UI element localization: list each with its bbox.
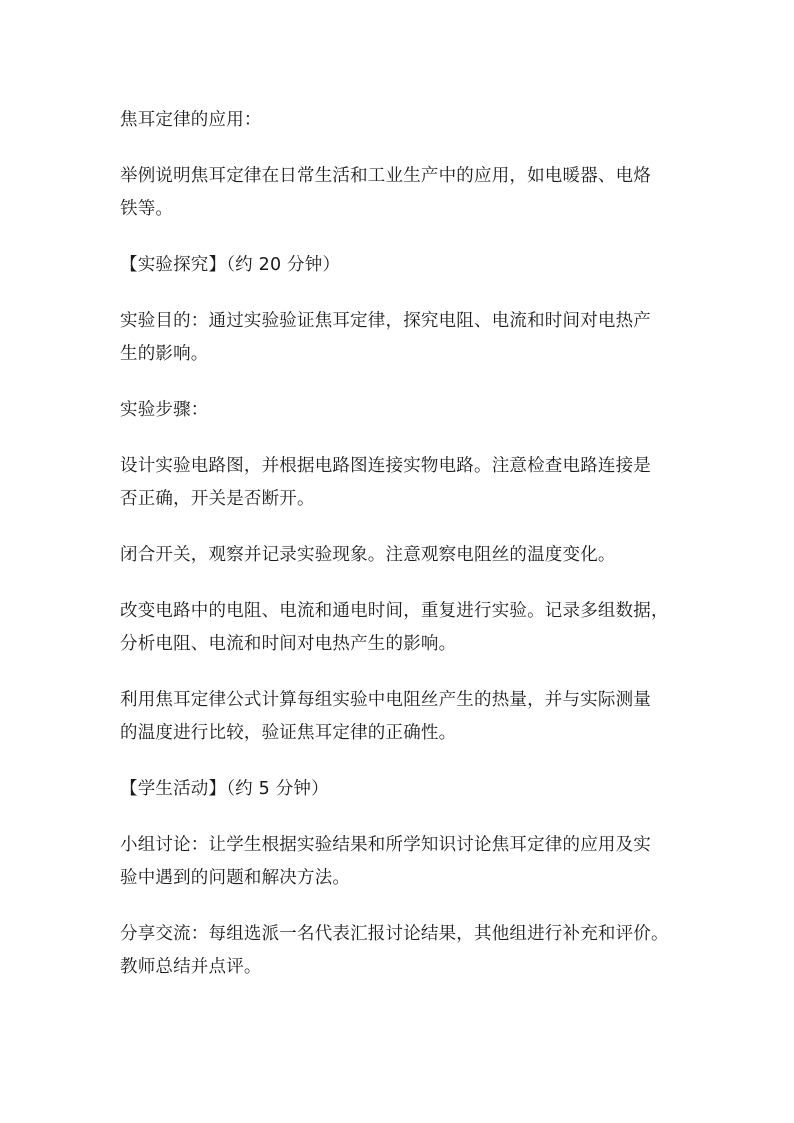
text-line: 实验目的：通过实验验证焦耳定律，探究电阻、电流和时间对电热产 (120, 311, 651, 331)
text-line: 的温度进行比较，验证焦耳定律的正确性。 (120, 723, 457, 743)
text-line: 生的影响。 (120, 344, 209, 364)
text-line: 焦耳定律的应用： (120, 110, 262, 130)
paragraph-step-calculate-heat (120, 684, 680, 750)
text-line: 分析电阻、电流和时间对电热产生的影响。 (120, 634, 457, 654)
paragraph-step-design-circuit (120, 450, 680, 516)
text-line: 利用焦耳定律公式计算每组实验中电阻丝产生的热量，并与实际测量 (120, 690, 651, 710)
paragraph-sharing-exchange (120, 918, 680, 984)
text-line: 小组讨论：让学生根据实验结果和所学知识讨论焦耳定律的应用及实 (120, 835, 651, 855)
document-body (120, 104, 680, 1007)
paragraph-step-close-switch (120, 539, 680, 572)
text-line: 否正确，开关是否断开。 (120, 489, 315, 509)
text-line: 教师总结并点评。 (120, 957, 262, 977)
text-line: 【学生活动】（约 5 分钟） (120, 779, 329, 799)
text-line: 举例说明焦耳定律在日常生活和工业生产中的应用，如电暖器、电烙 (120, 166, 651, 186)
heading-experiment-steps (120, 394, 680, 427)
text-line: 【实验探究】（约 20 分钟） (120, 255, 341, 275)
text-line: 铁等。 (120, 199, 174, 219)
text-line: 设计实验电路图，并根据电路图连接实物电路。注意检查电路连接是 (120, 456, 651, 476)
text-line: 分享交流：每组选派一名代表汇报讨论结果，其他组进行补充和评价。 (120, 924, 669, 944)
text-line: 验中遇到的问题和解决方法。 (120, 868, 351, 888)
paragraph-step-change-variables (120, 595, 680, 661)
paragraph-application-examples (120, 160, 680, 226)
text-line: 改变电路中的电阻、电流和通电时间，重复进行实验。记录多组数据， (120, 601, 669, 621)
heading-joule-law-application (120, 104, 680, 137)
paragraph-group-discussion (120, 829, 680, 895)
section-heading-student-activity (120, 773, 680, 806)
text-line: 闭合开关，观察并记录实验现象。注意观察电阻丝的温度变化。 (120, 545, 616, 565)
text-line: 实验步骤： (120, 400, 209, 420)
paragraph-experiment-purpose (120, 305, 680, 371)
section-heading-experiment (120, 249, 680, 282)
